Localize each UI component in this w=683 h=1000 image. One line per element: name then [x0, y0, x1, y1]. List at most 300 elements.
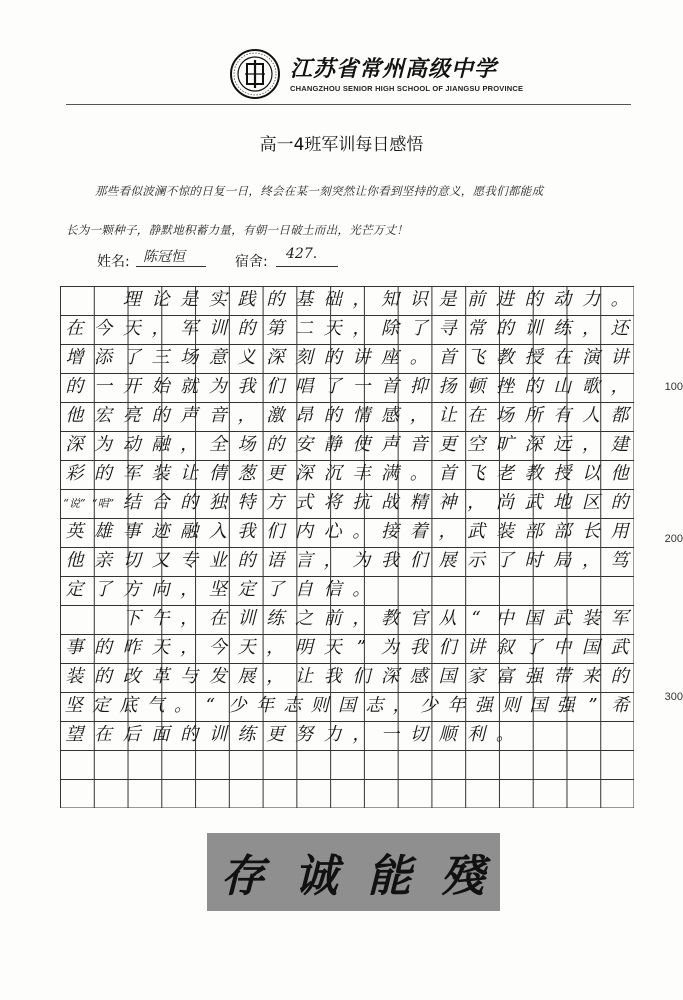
essay-char — [605, 779, 634, 807]
essay-char: 深 — [524, 434, 543, 455]
essay-char: 音 — [208, 405, 227, 426]
essay-char — [433, 750, 462, 778]
essay-char: 自 — [294, 579, 313, 600]
essay-char: 面 — [151, 724, 170, 745]
essay-char: 的 — [180, 492, 199, 513]
essay-char: 声 — [381, 434, 400, 455]
essay-char: 入 — [208, 521, 227, 542]
essay-char: 融 — [180, 521, 199, 542]
letterhead — [0, 0, 683, 110]
dorm-label: 宿舍: — [235, 254, 268, 270]
essay-char: 理 — [122, 289, 141, 310]
essay-char — [577, 576, 606, 604]
essay-char: 建 — [610, 434, 629, 455]
essay-char: 以 — [581, 463, 600, 484]
essay-char: 着 — [409, 521, 428, 542]
essay-char — [89, 779, 118, 807]
essay-char: 中 — [553, 637, 572, 658]
essay-char: 刻 — [294, 347, 313, 368]
essay-char: 军 — [610, 608, 629, 629]
essay-char: 武 — [553, 608, 572, 629]
essay-char: 地 — [553, 492, 572, 513]
essay-char: ， — [266, 666, 285, 687]
essay-char: 天 — [323, 318, 342, 339]
essay-char: 利 — [467, 724, 486, 745]
essay-char: ， — [438, 521, 457, 542]
essay-char: 场 — [237, 434, 256, 455]
essay-char — [519, 721, 548, 749]
essay-char: 三 — [151, 347, 170, 368]
essay-char — [577, 721, 606, 749]
essay-char: 之 — [294, 608, 313, 629]
essay-char: 的 — [266, 434, 285, 455]
calligraphy-stamp — [207, 833, 500, 911]
essay-char: 抑 — [409, 376, 428, 397]
essay-char: 后 — [122, 724, 141, 745]
essay-char: 国 — [529, 695, 548, 716]
essay-char: 为 — [381, 637, 400, 658]
essay-char: 定 — [65, 579, 84, 600]
essay-char: 内 — [294, 521, 313, 542]
essay-char: 了 — [495, 550, 514, 571]
essay-char: 了 — [409, 318, 428, 339]
essay-char: 首 — [438, 347, 457, 368]
essay-char: 年 — [255, 695, 274, 716]
essay-char: 歌 — [581, 376, 600, 397]
essay-char: 装 — [495, 521, 514, 542]
essay-char: 年 — [447, 695, 466, 716]
essay-char: 语 — [266, 550, 285, 571]
essay-char: 讲 — [352, 347, 371, 368]
dorm-underline — [276, 266, 338, 267]
essay-grid — [60, 286, 634, 808]
essay-char: 昨 — [122, 637, 141, 658]
essay-char: 知 — [381, 289, 400, 310]
essay-char: ” — [588, 695, 598, 716]
essay-char: 长 — [581, 521, 600, 542]
essay-char — [60, 779, 89, 807]
essay-char: 叙 — [495, 637, 514, 658]
essay-row — [60, 605, 634, 633]
essay-char: 装 — [151, 463, 170, 484]
essay-char: 军 — [122, 463, 141, 484]
essay-char: 的 — [610, 666, 629, 687]
essay-char: 的 — [94, 637, 113, 658]
essay-char: 强 — [524, 666, 543, 687]
essay-char: 官 — [409, 608, 428, 629]
essay-row — [60, 344, 634, 372]
essay-char: 感 — [381, 405, 400, 426]
essay-char: 首 — [381, 376, 400, 397]
essay-char: 下 — [122, 608, 141, 629]
essay-char: 合 — [151, 492, 170, 513]
essay-row — [60, 373, 634, 401]
essay-char: ， — [323, 550, 342, 571]
essay-char: 强 — [556, 695, 575, 716]
essay-char: 让 — [294, 666, 313, 687]
essay-char — [261, 750, 290, 778]
essay-char: 山 — [553, 376, 572, 397]
essay-char: 练 — [237, 724, 256, 745]
essay-char: 又 — [151, 550, 170, 571]
essay-char — [519, 779, 548, 807]
essay-char: 他 — [65, 550, 84, 571]
essay-char: ， — [352, 318, 371, 339]
essay-char — [577, 779, 606, 807]
essay-char: 神 — [438, 492, 457, 513]
essay-char: 战 — [381, 492, 400, 513]
essay-char: 首 — [438, 463, 457, 484]
essay-char: 们 — [438, 637, 457, 658]
essay-row — [60, 518, 634, 546]
essay-char: “ — [471, 608, 481, 629]
essay-char: 他 — [65, 405, 84, 426]
essay-char — [376, 750, 405, 778]
essay-char: 践 — [237, 289, 256, 310]
essay-char: 训 — [208, 724, 227, 745]
essay-char: 的 — [266, 289, 285, 310]
essay-char: 场 — [180, 347, 199, 368]
essay-char: 实 — [208, 289, 227, 310]
essay-char — [290, 779, 319, 807]
dorm-value: 427. — [286, 246, 318, 262]
essay-char: 则 — [501, 695, 520, 716]
essay-char: 葱 — [237, 463, 256, 484]
essay-char — [491, 779, 520, 807]
essay-char: 带 — [553, 666, 572, 687]
essay-char: 部 — [524, 521, 543, 542]
essay-char — [146, 779, 175, 807]
essay-char — [462, 576, 491, 604]
essay-row — [60, 431, 634, 459]
essay-char: 英 — [65, 521, 84, 542]
essay-char: 今 — [208, 637, 227, 658]
essay-char — [548, 576, 577, 604]
essay-char: 。 — [495, 724, 514, 745]
essay-char — [204, 779, 233, 807]
essay-char: 切 — [122, 550, 141, 571]
essay-char: 为 — [94, 434, 113, 455]
essay-char: 沉 — [323, 463, 342, 484]
essay-char: 专 — [180, 550, 199, 571]
essay-char: 使 — [352, 434, 371, 455]
essay-char: 丰 — [352, 463, 371, 484]
essay-char — [433, 576, 462, 604]
essay-char: 了 — [266, 579, 285, 600]
calligraphy-char: 存 — [220, 851, 267, 902]
essay-char: 们 — [352, 666, 371, 687]
essay-row — [60, 547, 634, 575]
essay-char: 扬 — [438, 376, 457, 397]
essay-char: 场 — [495, 405, 514, 426]
essay-char: 更 — [438, 434, 457, 455]
essay-char: 昂 — [294, 405, 313, 426]
header-divider — [66, 104, 631, 105]
essay-char: 是 — [438, 289, 457, 310]
essay-char: “唱” — [91, 496, 115, 510]
essay-char: 少 — [228, 695, 247, 716]
essay-char: 装 — [65, 666, 84, 687]
essay-char: 气 — [146, 695, 165, 716]
essay-char: 为 — [352, 550, 371, 571]
essay-char: 添 — [94, 347, 113, 368]
essay-char: 前 — [467, 289, 486, 310]
essay-char: 我 — [237, 376, 256, 397]
calligraphy-char: 殘 — [440, 851, 487, 902]
essay-char: 事 — [65, 637, 84, 658]
essay-char: 装 — [581, 608, 600, 629]
essay-char: 深 — [65, 434, 84, 455]
essay-char: 天 — [237, 637, 256, 658]
essay-char: 彩 — [65, 463, 84, 484]
essay-char: 为 — [208, 376, 227, 397]
essay-char: 寻 — [438, 318, 457, 339]
essay-char: 志 — [283, 695, 302, 716]
essay-char: 挫 — [495, 376, 514, 397]
essay-char: 天 — [151, 637, 170, 658]
essay-char: 了 — [94, 579, 113, 600]
essay-char: 接 — [381, 521, 400, 542]
essay-char: 展 — [237, 666, 256, 687]
essay-char: 激 — [266, 405, 285, 426]
essay-char — [347, 750, 376, 778]
essay-char: 信 — [323, 579, 342, 600]
essay-char: 力 — [581, 289, 600, 310]
essay-char: 一 — [352, 376, 371, 397]
essay-char: ， — [581, 550, 600, 571]
essay-char: 授 — [524, 347, 543, 368]
school-name-chinese: 江苏省常州高级中学 — [290, 56, 498, 82]
essay-char: 空 — [467, 434, 486, 455]
essay-char — [376, 779, 405, 807]
essay-char: 的 — [237, 318, 256, 339]
essay-char: 训 — [208, 318, 227, 339]
essay-char: 坚 — [64, 695, 83, 716]
essay-char: 言 — [294, 550, 313, 571]
essay-char: 深 — [266, 347, 285, 368]
essay-char: 顺 — [438, 724, 457, 745]
essay-char: 。 — [173, 695, 192, 716]
essay-char: 的 — [323, 405, 342, 426]
essay-char — [204, 750, 233, 778]
calligraphy-char: 诚 — [293, 851, 340, 902]
essay-char: 天 — [323, 637, 342, 658]
essay-char: 就 — [180, 376, 199, 397]
essay-char: 坚 — [208, 579, 227, 600]
essay-char: 在 — [208, 608, 227, 629]
essay-char: 静 — [323, 434, 342, 455]
essay-row — [60, 779, 634, 807]
essay-char: 训 — [237, 608, 256, 629]
essay-char: 抗 — [352, 492, 371, 513]
essay-char: 们 — [266, 521, 285, 542]
essay-char — [462, 779, 491, 807]
essay-char — [376, 576, 405, 604]
essay-char — [491, 750, 520, 778]
essay-char: 方 — [122, 579, 141, 600]
essay-char: 式 — [294, 492, 313, 513]
essay-char — [577, 750, 606, 778]
essay-char: 二 — [294, 318, 313, 339]
essay-char: 少 — [419, 695, 438, 716]
essay-char: 笃 — [610, 550, 629, 571]
essay-char: 进 — [495, 289, 514, 310]
word-count-marker-100: 100 — [664, 381, 683, 393]
essay-char: 常 — [467, 318, 486, 339]
essay-char: 始 — [151, 376, 170, 397]
essay-char: 向 — [151, 579, 170, 600]
essay-char — [175, 779, 204, 807]
essay-char: 武 — [524, 492, 543, 513]
essay-char: 事 — [122, 521, 141, 542]
essay-char: 与 — [180, 666, 199, 687]
school-name-english: CHANGZHOU SENIOR HIGH SCHOOL OF JIANGSU PROVINCE — [290, 84, 524, 93]
essay-char — [433, 779, 462, 807]
essay-char: 的 — [180, 724, 199, 745]
essay-char: 的 — [65, 376, 84, 397]
essay-char: ” — [356, 637, 366, 658]
essay-char: 义 — [237, 347, 256, 368]
essay-char — [175, 750, 204, 778]
essay-char: 的 — [94, 463, 113, 484]
essay-char — [232, 779, 261, 807]
essay-char: 我 — [409, 637, 428, 658]
essay-char — [60, 750, 89, 778]
essay-char: 一 — [381, 724, 400, 745]
essay-char: ， — [467, 492, 486, 513]
essay-char: 全 — [208, 434, 227, 455]
essay-char: 深 — [381, 666, 400, 687]
essay-char: 军 — [180, 318, 199, 339]
word-count-marker-300: 300 — [664, 691, 683, 703]
essay-char: 则 — [310, 695, 329, 716]
essay-char — [290, 750, 319, 778]
essay-char: 亮 — [122, 405, 141, 426]
essay-char: 来 — [581, 666, 600, 687]
word-count-marker-200: 200 — [664, 533, 683, 545]
essay-char: ， — [180, 434, 199, 455]
essay-char: 。 — [409, 347, 428, 368]
essay-char: 人 — [581, 405, 600, 426]
essay-char: 局 — [553, 550, 572, 571]
essay-char: 的 — [237, 550, 256, 571]
essay-char — [146, 750, 175, 778]
calligraphy-char: 能 — [367, 851, 414, 902]
essay-char — [89, 605, 118, 633]
essay-char: 讲 — [467, 637, 486, 658]
essay-char: 所 — [524, 405, 543, 426]
essay-char — [232, 750, 261, 778]
essay-char: 有 — [553, 405, 572, 426]
essay-char: 倩 — [208, 463, 227, 484]
essay-char — [605, 576, 634, 604]
essay-char: 旷 — [495, 434, 514, 455]
essay-char: 讲 — [610, 347, 629, 368]
essay-row — [60, 489, 634, 517]
essay-char: 。 — [352, 579, 371, 600]
essay-char: 心 — [323, 521, 342, 542]
essay-char: 深 — [294, 463, 313, 484]
essay-char: 国 — [524, 608, 543, 629]
essay-char: 声 — [180, 405, 199, 426]
essay-char — [548, 750, 577, 778]
essay-char: 教 — [381, 608, 400, 629]
essay-char: 唱 — [294, 376, 313, 397]
essay-char — [261, 779, 290, 807]
essay-char: ， — [180, 637, 199, 658]
essay-char: 武 — [467, 521, 486, 542]
essay-char: 明 — [294, 637, 313, 658]
essay-char — [404, 576, 433, 604]
essay-char: ， — [392, 695, 411, 716]
essay-row — [60, 286, 634, 314]
essay-char: 家 — [467, 666, 486, 687]
essay-char: 宏 — [94, 405, 113, 426]
essay-char: 满 — [381, 463, 400, 484]
essay-char: 底 — [119, 695, 138, 716]
name-value: 陈冠恒 — [143, 249, 185, 265]
essay-char: 从 — [438, 608, 457, 629]
essay-char: 论 — [151, 289, 170, 310]
essay-char: 座 — [381, 347, 400, 368]
essay-char — [89, 750, 118, 778]
essay-row — [60, 721, 634, 749]
name-label: 姓名: — [97, 254, 130, 270]
essay-char: 老 — [495, 463, 514, 484]
essay-char: 望 — [65, 724, 84, 745]
essay-char: 的 — [524, 376, 543, 397]
essay-char: 教 — [524, 463, 543, 484]
essay-char — [60, 286, 89, 314]
essay-char — [404, 750, 433, 778]
essay-char: ， — [352, 724, 371, 745]
essay-char — [519, 750, 548, 778]
essay-char: 顿 — [467, 376, 486, 397]
essay-char: 展 — [438, 550, 457, 571]
essay-char: 志 — [365, 695, 384, 716]
essay-char — [60, 605, 89, 633]
essay-char: 的 — [524, 289, 543, 310]
essay-char: 午 — [151, 608, 170, 629]
page-title: 高一4班军训每日感悟 — [259, 135, 424, 155]
essay-char: 国 — [438, 666, 457, 687]
essay-char: 飞 — [467, 463, 486, 484]
essay-char: 富 — [495, 666, 514, 687]
essay-char: 切 — [409, 724, 428, 745]
essay-char: 国 — [337, 695, 356, 716]
essay-char: 都 — [610, 405, 629, 426]
essay-row — [60, 576, 634, 604]
essay-row — [60, 663, 634, 691]
essay-char: 武 — [610, 637, 629, 658]
essay-char: 感 — [409, 666, 428, 687]
essay-char: 结 — [122, 492, 141, 513]
calligraphy-text — [207, 833, 500, 911]
essay-char: “说” — [63, 496, 86, 510]
essay-char: 我 — [381, 550, 400, 571]
essay-char — [548, 721, 577, 749]
essay-char: 我 — [237, 521, 256, 542]
essay-row — [60, 315, 634, 343]
essay-char: 在 — [94, 724, 113, 745]
essay-char: 的 — [323, 347, 342, 368]
essay-char: 发 — [208, 666, 227, 687]
essay-char: 天 — [122, 318, 141, 339]
essay-char: 方 — [266, 492, 285, 513]
essay-char: 希 — [611, 695, 630, 716]
essay-char: 了 — [122, 347, 141, 368]
essay-char: 是 — [180, 289, 199, 310]
